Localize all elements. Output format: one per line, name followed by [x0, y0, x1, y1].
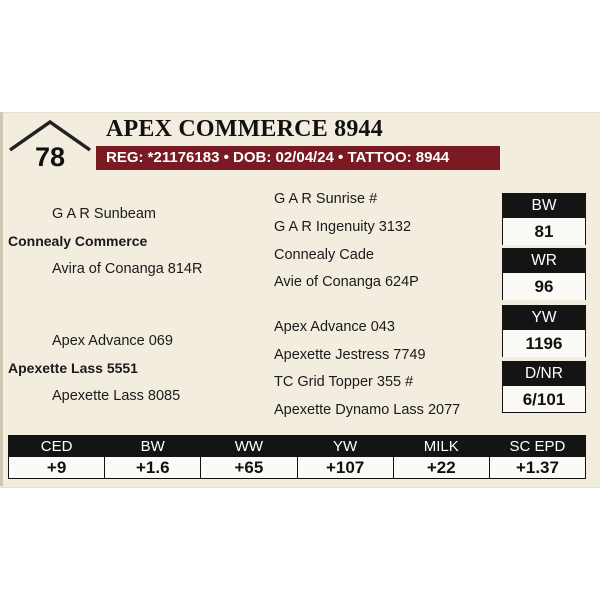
epd-cell-bw [105, 436, 201, 478]
perf-value-bw: 81 [502, 218, 586, 245]
epd-value: +9 [46, 458, 67, 477]
epd-value: +107 [325, 458, 365, 477]
epd-value: +22 [426, 458, 456, 477]
epd-cell-sc [490, 436, 585, 478]
epd-label: MILK [394, 436, 489, 457]
pedigree-dam-dam: Apexette Lass 8085 [52, 388, 181, 404]
epd-label: BW [105, 436, 200, 457]
epd-value: +65 [234, 458, 264, 477]
pedigree-sire-dam: Avira of Conanga 814R [52, 261, 203, 277]
pedigree-dds: TC Grid Topper 355 # [274, 374, 414, 390]
pedigree-dam: Apexette Lass 5551 [8, 360, 138, 376]
epd-label: SC EPD [490, 436, 585, 457]
pedigree-sire-sire: G A R Sunbeam [52, 206, 156, 222]
epd-cell-ced [9, 436, 105, 478]
epd-label: YW [298, 436, 393, 457]
lot-number: 78 [34, 142, 66, 172]
card-edge [0, 112, 3, 486]
pedigree-ddd: Apexette Dynamo Lass 2077 [274, 402, 461, 418]
animal-name: APEX COMMERCE 8944 [106, 116, 383, 142]
epd-value: +1.37 [515, 458, 559, 477]
pedigree-sss: G A R Sunrise # [274, 191, 378, 207]
pedigree-dam-sire: Apex Advance 069 [52, 333, 173, 349]
epd-table [8, 435, 586, 479]
registration-line: REG: *21176183 • DOB: 02/04/24 • TATTOO: 8944 [106, 149, 450, 166]
epd-cell-milk [394, 436, 490, 478]
pedigree-dss: Apex Advance 043 [274, 319, 395, 335]
perf-label-wr: WR [502, 248, 586, 273]
perf-label-yw: YW [502, 305, 586, 330]
perf-value-yw: 1196 [502, 330, 586, 357]
pedigree-sire: Connealy Commerce [8, 233, 148, 249]
pedigree-sds: Connealy Cade [274, 247, 374, 263]
perf-label-dnr: D/NR [502, 361, 586, 386]
pedigree-dsd: Apexette Jestress 7749 [274, 347, 426, 363]
pedigree-sdd: Avie of Conanga 624P [274, 274, 419, 290]
epd-cell-ww [201, 436, 297, 478]
perf-value-dnr: 6/101 [502, 386, 586, 413]
perf-value-wr: 96 [502, 273, 586, 300]
pedigree-ssd: G A R Ingenuity 3132 [274, 219, 412, 235]
epd-label: CED [9, 436, 104, 457]
epd-cell-yw [298, 436, 394, 478]
perf-label-bw: BW [502, 193, 586, 218]
epd-label: WW [201, 436, 296, 457]
epd-value: +1.6 [135, 458, 170, 477]
